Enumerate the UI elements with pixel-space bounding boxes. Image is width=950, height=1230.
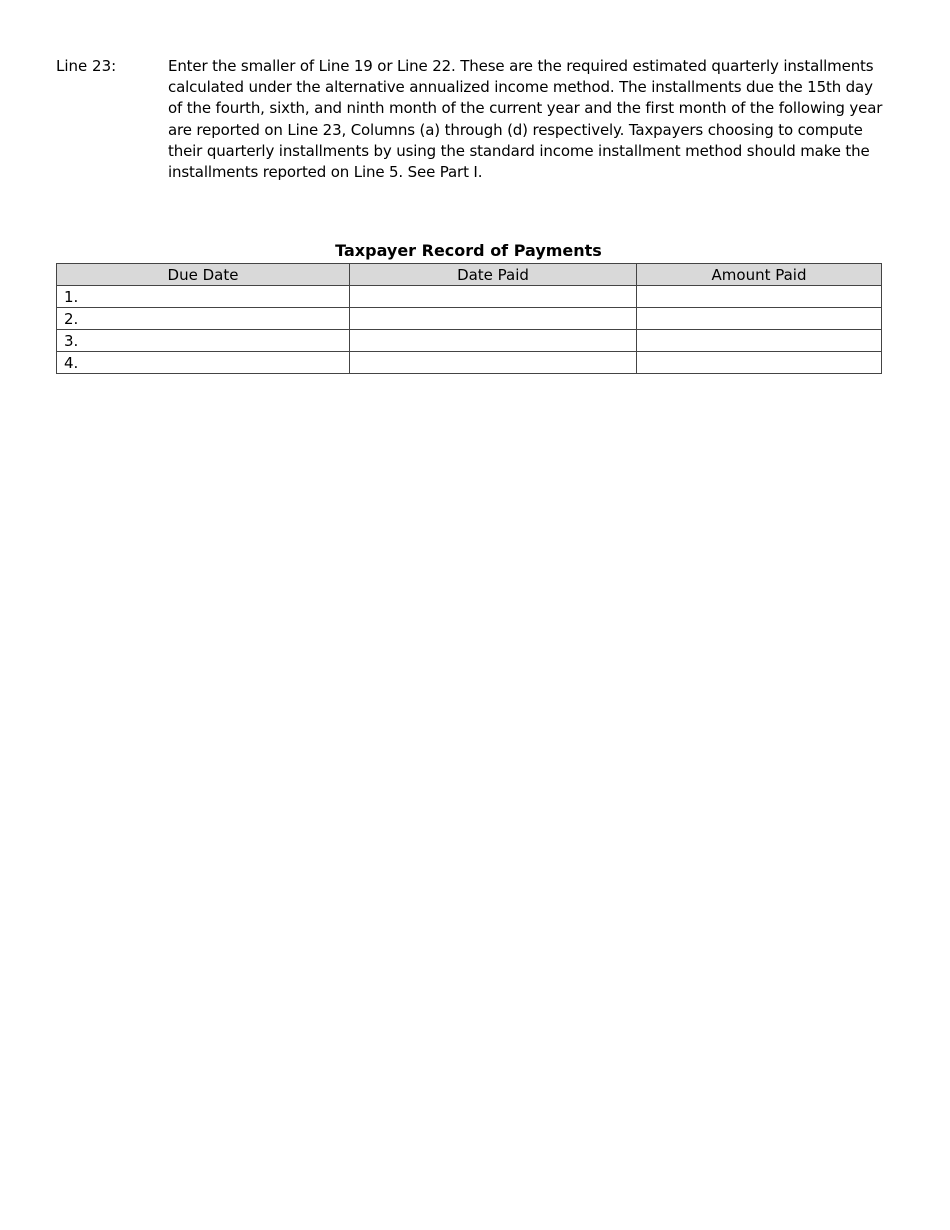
due-date-cell[interactable]: 1. bbox=[57, 286, 350, 308]
amount-paid-cell[interactable] bbox=[637, 286, 882, 308]
line-label: Line 23: bbox=[56, 57, 117, 75]
table-header-row bbox=[57, 264, 882, 286]
date-paid-cell[interactable] bbox=[350, 308, 637, 330]
date-paid-cell[interactable] bbox=[350, 330, 637, 352]
line-instruction-text: Enter the smaller of Line 19 or Line 22. These are the required estimated quarterly installments calculated under the alternative annualized income method. The installments due the 15th day of the fourth, sixth, and ninth month of the current year and the first month of the following year are reported on Line 23, Columns (a) through (d) respectively. Taxpayers choosing to compute their quarterly installments by using the standard income installment method should make the installments reported on Line 5. See Part I. bbox=[168, 57, 883, 182]
header-date-paid: Date Paid bbox=[350, 264, 637, 286]
table-row bbox=[57, 286, 882, 308]
amount-paid-cell[interactable] bbox=[637, 352, 882, 374]
payments-table bbox=[56, 263, 882, 374]
header-due-date: Due Date bbox=[57, 264, 350, 286]
line-23-instruction bbox=[56, 56, 886, 183]
header-amount-paid: Amount Paid bbox=[637, 264, 882, 286]
table-row bbox=[57, 308, 882, 330]
amount-paid-cell[interactable] bbox=[637, 330, 882, 352]
table-title: Taxpayer Record of Payments bbox=[335, 241, 602, 260]
table-row bbox=[57, 352, 882, 374]
amount-paid-cell[interactable] bbox=[637, 308, 882, 330]
due-date-cell[interactable]: 3. bbox=[57, 330, 350, 352]
due-date-cell[interactable]: 4. bbox=[57, 352, 350, 374]
date-paid-cell[interactable] bbox=[350, 352, 637, 374]
due-date-cell[interactable]: 2. bbox=[57, 308, 350, 330]
table-row bbox=[57, 330, 882, 352]
date-paid-cell[interactable] bbox=[350, 286, 637, 308]
